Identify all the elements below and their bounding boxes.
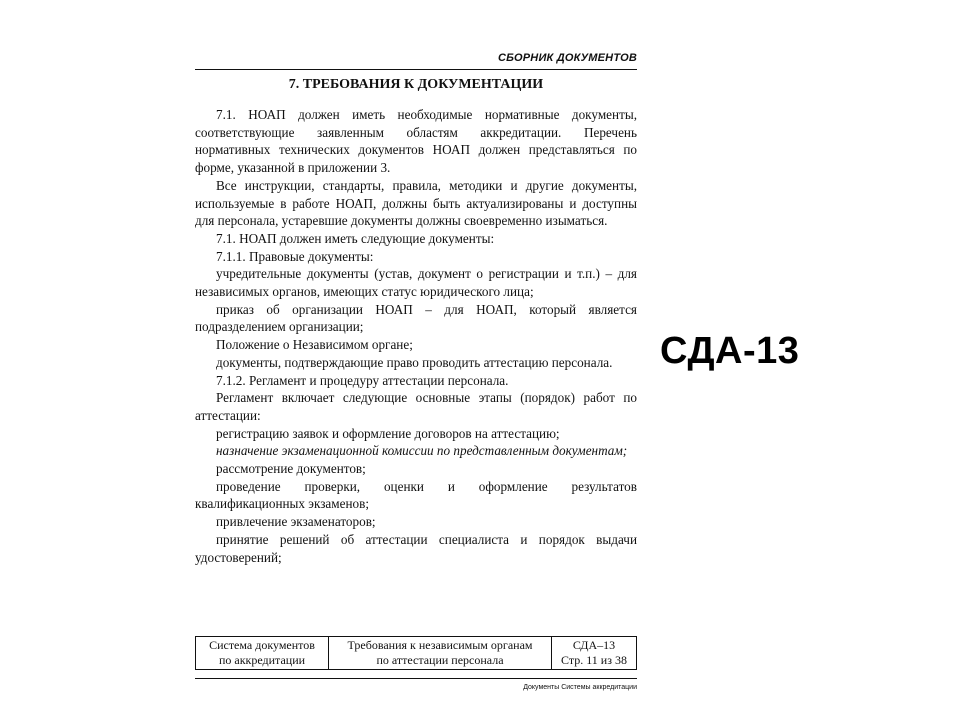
paragraph: принятие решений об аттестации специалиста и порядок выдачи удостоверений; xyxy=(195,531,637,565)
paragraph: назначение экзаменационной комиссии по представленным документам; xyxy=(216,443,628,459)
section-title: 7. ТРЕБОВАНИЯ К ДОКУМЕНТАЦИИ xyxy=(288,77,544,92)
bottom-note: Документы Системы аккредитации xyxy=(523,684,637,691)
body-text xyxy=(195,106,637,566)
collection-title: СБОРНИК ДОКУМЕНТОВ xyxy=(498,52,637,64)
footer-title-line2: по аттестации персонала xyxy=(376,653,504,667)
document-page xyxy=(195,50,637,715)
paragraph: проведение проверки, оценки и оформление результатов квалификационных экзаменов; xyxy=(195,478,637,512)
footer-table xyxy=(195,636,637,670)
paragraph: 7.1. НОАП должен иметь необходимые нормативные документы, соответствующие заявленным областям аккредитации. Перечень нормативных технических документов НОАП должен представляться по форме, указанной в приложении 3. xyxy=(195,107,637,176)
paragraph: Все инструкции, стандарты, правила, методики и другие документы, используемые в работе НОАП, должны быть актуализированы и доступны для персонала, устаревшие документы должны своевременно изыматься. xyxy=(195,177,637,229)
footer-title-cell xyxy=(329,637,552,669)
footer-document-code: СДА–13 xyxy=(572,638,616,652)
paragraph: рассмотрение документов; xyxy=(216,461,366,477)
paragraph: 7.1. НОАП должен иметь следующие документы: xyxy=(216,230,495,246)
bottom-rule xyxy=(195,678,637,679)
paragraph: 7.1.2. Регламент и процедуру аттестации персонала. xyxy=(216,372,509,388)
paragraph: учредительные документы (устав, документ о регистрации и т.п.) – для независимых органов, имеющих статус юридического лица; xyxy=(195,266,637,300)
paragraph: регистрацию заявок и оформление договоров на аттестацию; xyxy=(216,425,560,441)
footer-title-line1: Требования к независимым органам xyxy=(347,638,533,652)
paragraph: Регламент включает следующие основные этапы (порядок) работ по аттестации: xyxy=(195,390,637,423)
footer-system-cell xyxy=(196,637,329,669)
footer-system-line2: по аккредитации xyxy=(218,653,306,667)
paragraph: документы, подтверждающие право проводить аттестацию персонала. xyxy=(216,354,613,370)
header-rule xyxy=(195,69,637,70)
paragraph: 7.1.1. Правовые документы: xyxy=(216,248,374,264)
paragraph: привлечение экзаменаторов; xyxy=(216,514,376,530)
side-label: СДА-13 xyxy=(660,330,800,372)
footer-system-line1: Система документов xyxy=(209,638,315,652)
footer-code-cell xyxy=(552,637,636,669)
paragraph: приказ об организации НОАП – для НОАП, который является подразделением организации; xyxy=(195,301,637,335)
footer-page-number: Стр. 11 из 38 xyxy=(561,653,627,667)
paragraph: Положение о Независимом органе; xyxy=(216,337,413,353)
